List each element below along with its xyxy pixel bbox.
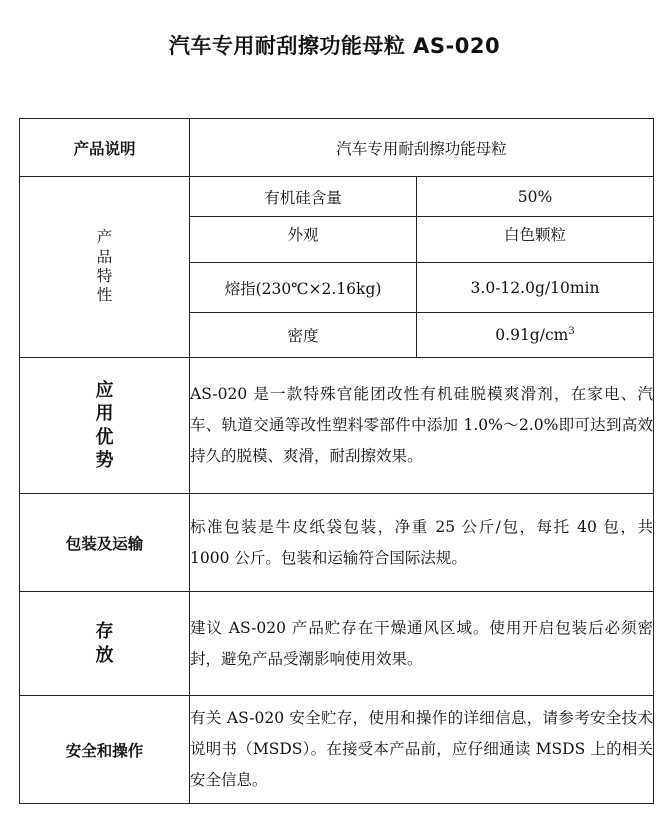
row-property [20, 177, 654, 217]
label-storage [20, 592, 190, 696]
property-name: 外观 [190, 217, 417, 263]
property-value: 50% [417, 177, 654, 217]
label-properties-text: 产品特性 [96, 228, 113, 305]
property-name: 有机硅含量 [190, 177, 417, 217]
value-product-desc: 汽车专用耐刮擦功能母粒 [190, 119, 654, 177]
property-value [417, 313, 654, 358]
row-product-desc [20, 119, 654, 177]
document-title: 汽车专用耐刮擦功能母粒 AS-020 [168, 34, 501, 58]
density-superscript: 3 [568, 325, 575, 337]
property-name: 密度 [190, 313, 417, 358]
label-applications-text: 应用优势 [95, 379, 114, 471]
label-product-desc: 产品说明 [20, 119, 190, 177]
property-value: 3.0-12.0g/10min [417, 263, 654, 313]
row-storage [20, 592, 654, 696]
text-applications: AS-020 是一款特殊官能团改性有机硅脱模爽滑剂，在家电、汽车、轨道交通等改性塑料零部件中添加 1.0%～2.0%即可达到高效持久的脱模、爽滑，耐刮擦效果。 [190, 358, 654, 494]
row-safety [20, 696, 654, 804]
label-storage-text: 存放 [95, 621, 114, 666]
text-packaging: 标准包装是牛皮纸袋包装，净重 25 公斤/包，每托 40 包，共 1000 公斤。包装和运输符合国际法规。 [190, 494, 654, 592]
property-value: 白色颗粒 [417, 217, 654, 263]
label-applications [20, 358, 190, 494]
spec-table [19, 118, 654, 804]
row-packaging [20, 494, 654, 592]
row-applications [20, 358, 654, 494]
density-value: 0.91g/cm [495, 326, 569, 345]
property-name: 熔指(230℃×2.16kg) [190, 263, 417, 313]
label-packaging: 包装及运输 [20, 494, 190, 592]
label-properties [20, 177, 190, 358]
text-storage: 建议 AS-020 产品贮存在干燥通风区域。使用开启包装后必须密封，避免产品受潮影响使用效果。 [190, 592, 654, 696]
label-safety: 安全和操作 [20, 696, 190, 804]
text-safety: 有关 AS-020 安全贮存，使用和操作的详细信息，请参考安全技术说明书（MSDS）。在接受本产品前，应仔细通读 MSDS 上的相关安全信息。 [190, 696, 654, 804]
